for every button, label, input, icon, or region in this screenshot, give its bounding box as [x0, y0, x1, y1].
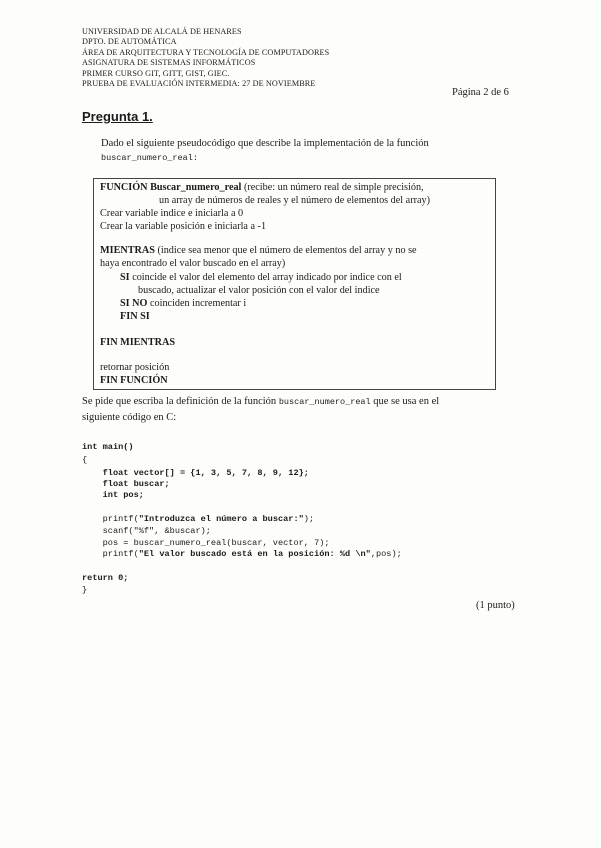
pseudo-line: MIENTRAS (indice sea menor que el número de elementos del array y no se	[100, 245, 417, 256]
pseudo-line: Crear variable indice e iniciarla a 0	[100, 208, 244, 219]
pseudo-line: haya encontrado el valor buscado en el array)	[100, 258, 286, 269]
code-line: return 0;	[82, 573, 129, 583]
header-department: DPTO. DE AUTOMÁTICA	[82, 37, 177, 47]
pseudo-line: Crear la variable posición e iniciarla a -1	[100, 221, 267, 232]
header-area: ÁREA DE ARQUITECTURA Y TECNOLOGÍA DE COMPUTADORES	[82, 47, 330, 57]
header-exam: PRUEBA DE EVALUACIÓN INTERMEDIA: 27 DE NOVIEMBRE	[82, 79, 316, 89]
header-course: PRIMER CURSO GIT, GITT, GIST, GIEC.	[82, 68, 230, 78]
pseudo-line: un array de números de reales y el número de elementos del array)	[159, 195, 430, 206]
code-line: float buscar;	[82, 479, 170, 489]
question-intro	[101, 136, 429, 166]
code-line: pos = buscar_numero_real(buscar, vector, 7);	[82, 538, 330, 548]
code-line: scanf("%f", &buscar);	[82, 526, 211, 536]
code-line: printf("Introduzca el número a buscar:");	[82, 514, 315, 524]
pseudo-line: SI NO coinciden incrementar i	[120, 298, 247, 309]
page-number: Página 2 de 6	[452, 87, 509, 98]
request-line: Se pide que escriba la definición de la función buscar_numero_real que se usa en el	[82, 396, 440, 407]
pseudo-line: FIN MIENTRAS	[100, 337, 175, 348]
code-line: }	[82, 585, 88, 595]
pseudo-line: SI coincide el valor del elemento del array indicado por indice con el	[120, 272, 402, 283]
question-title: Pregunta 1.	[82, 109, 153, 124]
request-function-name: buscar_numero_real	[278, 397, 371, 407]
question-score: (1 punto)	[476, 600, 515, 611]
header-subject: ASIGNATURA DE SISTEMAS INFORMÁTICOS	[82, 58, 256, 68]
pseudo-line: buscado, actualizar el valor posición con el valor del indice	[138, 285, 380, 296]
intro-line: Dado el siguiente pseudocódigo que describe la implementación de la función	[101, 138, 429, 149]
pseudo-line: FIN SI	[120, 311, 150, 322]
pseudo-line: FUNCIÓN Buscar_numero_real (recibe: un número real de simple precisión,	[100, 182, 424, 193]
code-line: int main()	[82, 442, 134, 452]
code-line: {	[82, 455, 88, 465]
request-line: siguiente código en C:	[82, 412, 177, 423]
header-university: UNIVERSIDAD DE ALCALÁ DE HENARES	[82, 27, 242, 36]
pseudocode-box	[93, 178, 496, 390]
request-paragraph	[82, 394, 439, 425]
code-line: float vector[] = {1, 3, 5, 7, 8, 9, 12};	[82, 468, 309, 478]
pseudo-line: FIN FUNCIÓN	[100, 375, 168, 386]
code-line: int pos;	[82, 490, 144, 500]
pseudo-line: retornar posición	[100, 362, 170, 373]
code-line: printf("El valor buscado está en la posición: %d \n",pos);	[82, 549, 402, 559]
intro-function-name: buscar_numero_real:	[101, 153, 198, 163]
document-header	[82, 27, 329, 89]
